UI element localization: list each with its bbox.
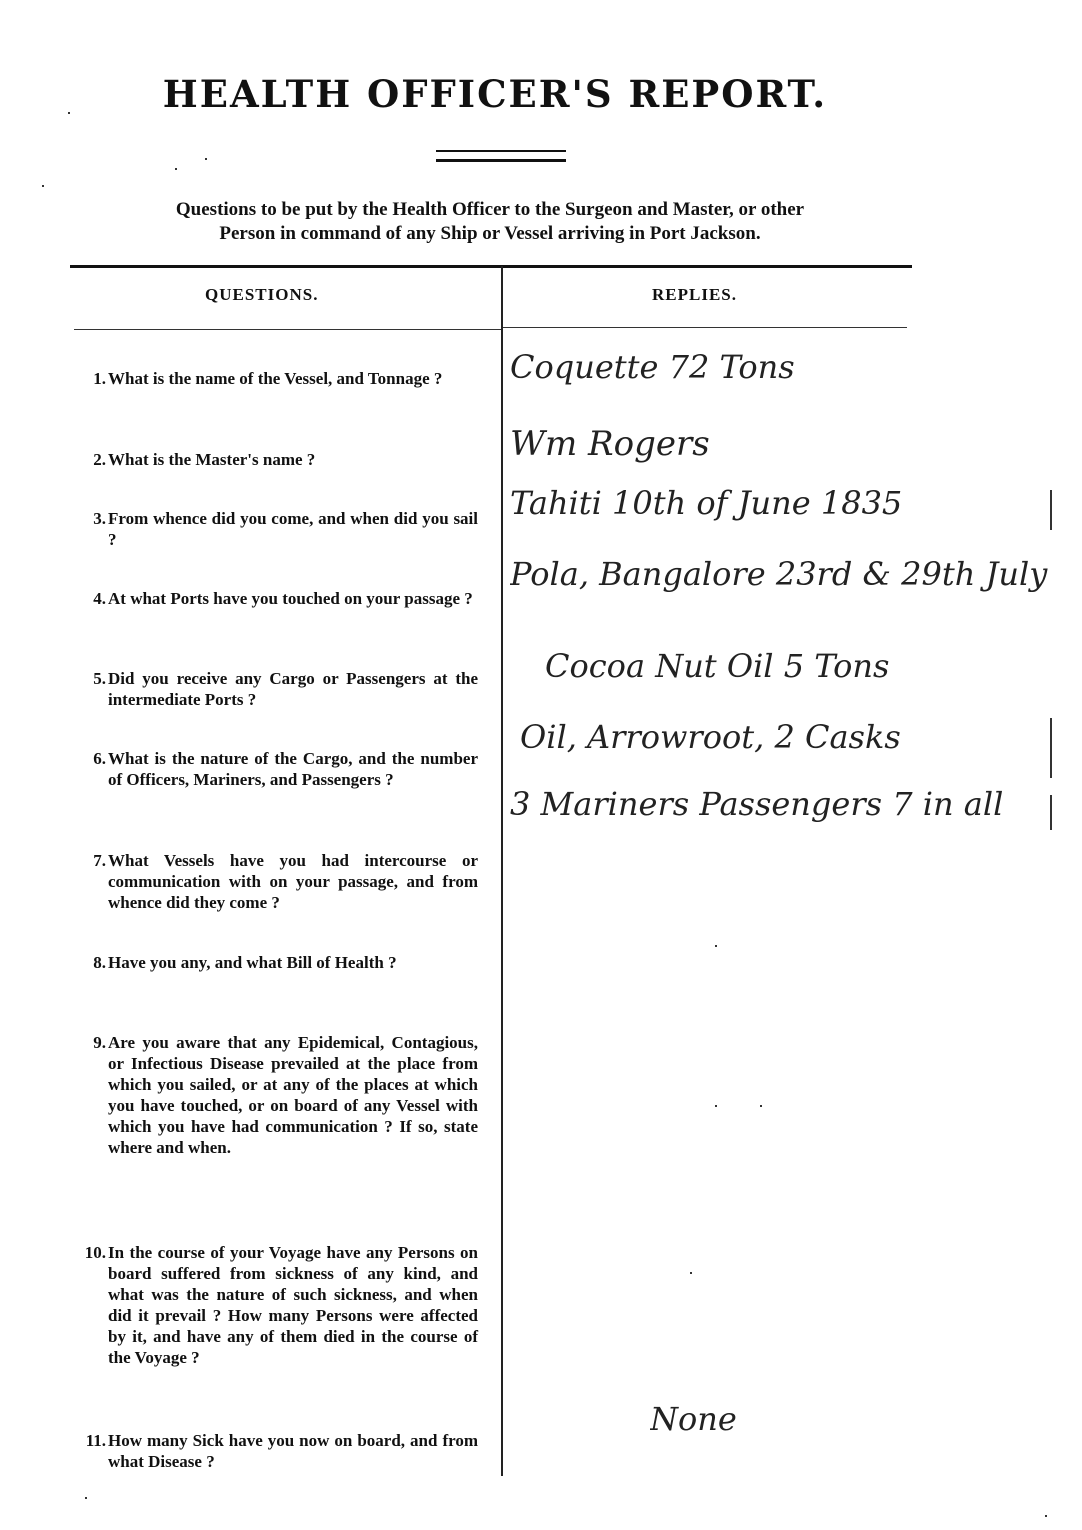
question-text: At what Ports have you touched on your passage ? [108, 589, 473, 608]
reply-margin-stroke [1050, 795, 1052, 830]
question-number: 5. [93, 669, 106, 688]
ink-speck [715, 945, 717, 947]
question-text: What is the nature of the Cargo, and the number of Officers, Mariners, and Passengers ? [108, 749, 478, 789]
question-text: What is the Master's name ? [108, 450, 316, 469]
question-number: 2. [93, 450, 106, 469]
reply-margin-stroke [1050, 490, 1052, 530]
question-number: 7. [93, 851, 106, 870]
question-text: How many Sick have you now on board, and from what Disease ? [108, 1431, 478, 1471]
question-text: Have you any, and what Bill of Health ? [108, 953, 397, 972]
question-text: Are you aware that any Epidemical, Contagious, or Infectious Disease prevailed at the place from which you sailed, or at any of the places at which you have touched, or on board of any Vessel with which you have had communication ? If so, state where and when. [108, 1033, 478, 1157]
ink-speck [42, 185, 44, 187]
reply-vessel-name: Coquette 72 Tons [510, 348, 795, 386]
reply-cargo: Cocoa Nut Oil 5 Tons [545, 647, 890, 685]
question-number: 1. [93, 369, 106, 388]
reply-ports-touched: Pola, Bangalore 23rd & 29th July [510, 555, 1048, 593]
report-subtitle [50, 198, 930, 246]
question-text: What is the name of the Vessel, and Tonnage ? [108, 369, 443, 388]
question-number: 6. [93, 749, 106, 768]
header-rule [74, 329, 501, 330]
question-text: Did you receive any Cargo or Passengers at the intermediate Ports ? [108, 669, 478, 709]
reply-margin-stroke [1050, 718, 1052, 778]
question-text: In the course of your Voyage have any Persons on board suffered from sickness of any kind, and what was the nature of such sickness, and when did it prevail ? How many Persons were affected by it, and have any of them died in the course of the Voyage ? [108, 1243, 478, 1367]
ink-speck [85, 1497, 87, 1499]
report-title: HEALTH OFFICER'S REPORT. [162, 72, 828, 116]
title-divider [436, 150, 566, 162]
reply-sick-on-board: None [650, 1400, 737, 1438]
questions-column-header: QUESTIONS. [205, 285, 319, 304]
question-number: 10. [84, 1243, 106, 1262]
question-number: 4. [93, 589, 106, 608]
reply-master-name: Wm Rogers [510, 424, 710, 464]
column-divider [501, 266, 503, 1476]
replies-column-header: REPLIES. [652, 285, 737, 304]
reply-crew-passengers: 3 Mariners Passengers 7 in all [510, 785, 1004, 823]
question-number: 3. [93, 509, 106, 528]
question-text: From whence did you come, and when did you sail ? [108, 509, 478, 549]
ink-speck [205, 158, 207, 160]
reply-cargo-nature: Oil, Arrowroot, 2 Casks [520, 718, 901, 756]
table-top-rule [70, 265, 912, 268]
question-number: 11. [85, 1431, 106, 1450]
question-number: 8. [93, 953, 106, 972]
reply-origin-date: Tahiti 10th of June 1835 [510, 484, 903, 522]
subtitle-line: Questions to be put by the Health Officer to the Surgeon and Master, or other [175, 199, 805, 220]
question-text: What Vessels have you had intercourse or communication with on your passage, and from whence did they come ? [108, 851, 478, 912]
ink-speck [175, 168, 177, 170]
header-rule [503, 327, 907, 328]
ink-speck [1045, 1515, 1047, 1517]
ink-speck [760, 1105, 762, 1107]
ink-speck [690, 1272, 692, 1274]
ink-speck [68, 112, 70, 114]
question-number: 9. [93, 1033, 106, 1052]
subtitle-line: Person in command of any Ship or Vessel arriving in Port Jackson. [219, 223, 761, 244]
ink-speck [715, 1105, 717, 1107]
